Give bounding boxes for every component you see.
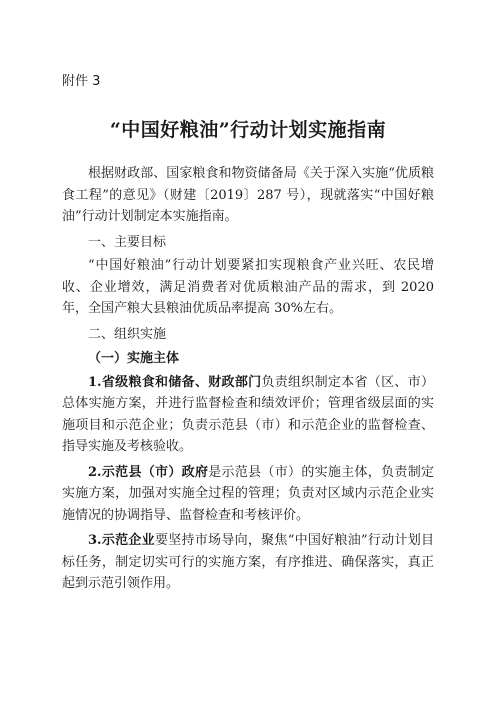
item-paragraph-county: [62, 462, 434, 527]
document-body: [62, 163, 434, 595]
item-text: 要坚持市场导向，聚焦“中国好粮油”行动计划目标任务，制定切实可行的实施方案，有序推进、确保落实，真正起到示范引领作用。: [62, 533, 435, 591]
item-lead: 1.省级粮食和储备、财政部门: [88, 374, 262, 390]
section-heading-organization: 二、组织实施: [88, 326, 167, 342]
item-lead: 2.示范县（市）政府: [88, 464, 209, 480]
attachment-label: 附件 3: [62, 74, 101, 89]
item-paragraph-enterprise: [62, 530, 434, 595]
item-lead: 3.示范企业: [88, 533, 155, 548]
document-title: “中国好粮油”行动计划实施指南: [109, 119, 387, 141]
item-text: 负责组织制定本省（区、市）总体实施方案，并进行监督检查和绩效评价；管理省级层面的实施项目和示范企业；负责示范县（市）和示范企业的监督检查、指导实施及考核验收。: [62, 374, 434, 454]
intro-paragraph: 根据财政部、国家粮食和物资储备局《关于深入实施“优质粮食工程”的意见》（财建〔2019〕287 号），现就落实“中国好粮油”行动计划制定本实施指南。: [62, 166, 434, 224]
goals-paragraph: “中国好粮油”行动计划要紧扣实现粮食产业兴旺、农民增收、企业增效，满足消费者对优质粮油产品的需求，到 2020 年，全国产粮大县粮油优质品率提高 30%左右。: [62, 258, 434, 316]
item-paragraph-provincial: [62, 372, 434, 458]
item-text: 是示范县（市）的实施主体，负责制定实施方案，加强对实施全过程的管理；负责对区域内示范企业实施情况的协调指导、监督检查和考核评价。: [62, 464, 434, 523]
subsection-heading-subjects: （一）实施主体: [88, 351, 180, 366]
section-heading-goals: 一、主要目标: [88, 234, 167, 250]
